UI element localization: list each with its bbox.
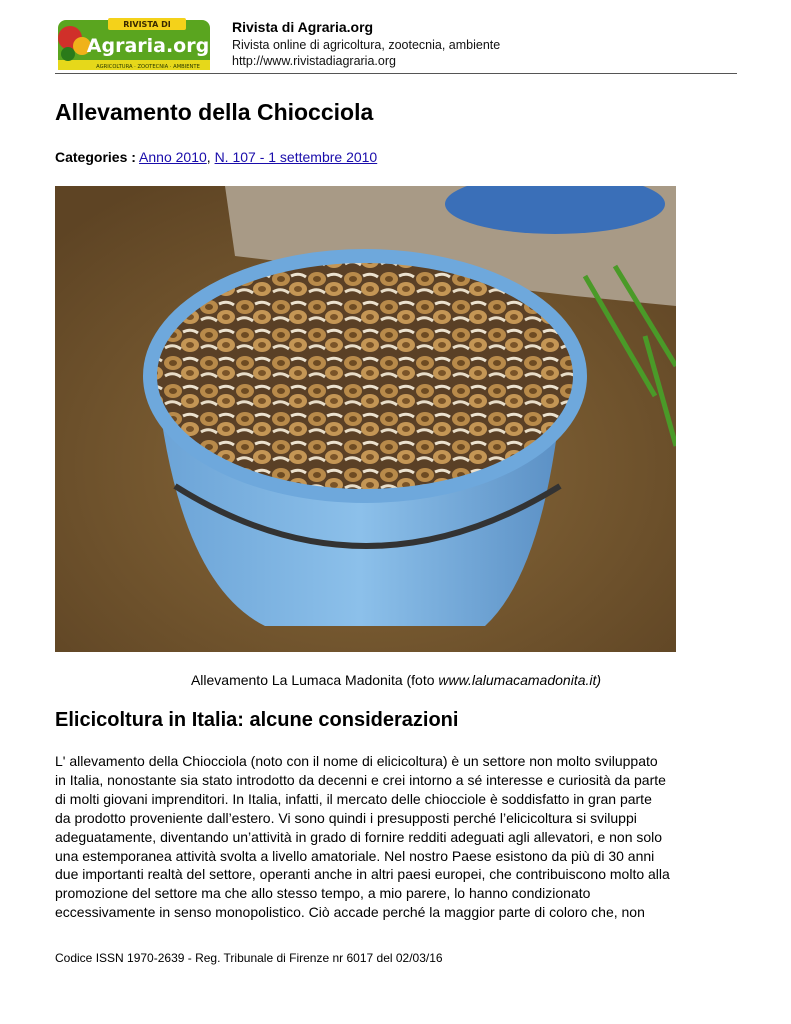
site-url: http://www.rivistadiagraria.org bbox=[232, 54, 396, 68]
article-paragraph bbox=[55, 752, 745, 922]
categories-label: Categories : bbox=[55, 149, 136, 165]
header-divider bbox=[55, 73, 737, 74]
article-title: Allevamento della Chiocciola bbox=[55, 99, 374, 125]
footer-issn: Codice ISSN 1970-2639 - Reg. Tribunale di Firenze nr 6017 del 02/03/16 bbox=[55, 951, 443, 965]
categories: Categories : Anno 2010, N. 107 - 1 settembre 2010 bbox=[55, 149, 378, 165]
caption-text: Allevamento La Lumaca Madonita (foto bbox=[190, 672, 439, 688]
paragraph-line: in Italia, nonostante sia stato introdotto da decenni e crei intorno a sé interesse e curiosità da parte bbox=[55, 771, 666, 788]
site-tagline: Rivista online di agricoltura, zootecnia, ambiente bbox=[232, 38, 501, 52]
svg-text:AGRICOLTURA · ZOOTECNIA · AMBI: AGRICOLTURA · ZOOTECNIA · AMBIENTE bbox=[96, 64, 200, 70]
category-link-year[interactable]: Anno 2010 bbox=[139, 149, 207, 165]
paragraph-line: eccessivamente in senso monopolistico. Ciò accade perché la maggior parte di coloro che, non bbox=[55, 904, 645, 921]
paragraph-line: da prodotto proveniente dall’estero. Vi sono quindi i presupposti perché l’elicicoltura si sviluppi bbox=[55, 809, 637, 826]
site-name: Rivista di Agraria.org bbox=[232, 19, 374, 35]
category-link-issue[interactable]: N. 107 - 1 settembre 2010 bbox=[214, 149, 378, 165]
paragraph-line: due importanti realtà del settore, operanti anche in altri paesi europei, che contribuiscono molto alla bbox=[55, 866, 670, 883]
paragraph-line: L' allevamento della Chiocciola (noto con il nome di elicicoltura) è un settore non molto sviluppato bbox=[55, 753, 658, 769]
photo-caption bbox=[55, 672, 737, 688]
svg-text:Agraria.org: Agraria.org bbox=[86, 35, 210, 57]
paragraph-line: promozione del settore ma che allo stesso tempo, a mio parere, lo hanno condizionato bbox=[55, 885, 591, 902]
caption-source: www.lalumacamadonita.it) bbox=[438, 672, 602, 688]
paragraph-line: di molti giovani imprenditori. In Italia, infatti, il mercato delle chiocciole è soddisfatto in gran parte bbox=[55, 790, 652, 807]
paragraph-line: adeguatamente, diventando un’attività in grado di fornire redditi adeguati agli allevatori, e non solo bbox=[55, 828, 663, 845]
paragraph-line: una estemporanea attività svolta a livello amatoriale. Nel nostro Paese esistono da più di 30 anni bbox=[55, 847, 655, 864]
svg-text:RIVISTA DI: RIVISTA DI bbox=[123, 20, 171, 29]
site-logo[interactable] bbox=[56, 16, 212, 72]
snail-bucket-photo bbox=[55, 186, 676, 652]
section-title: Elicicoltura in Italia: alcune considerazioni bbox=[55, 709, 459, 731]
